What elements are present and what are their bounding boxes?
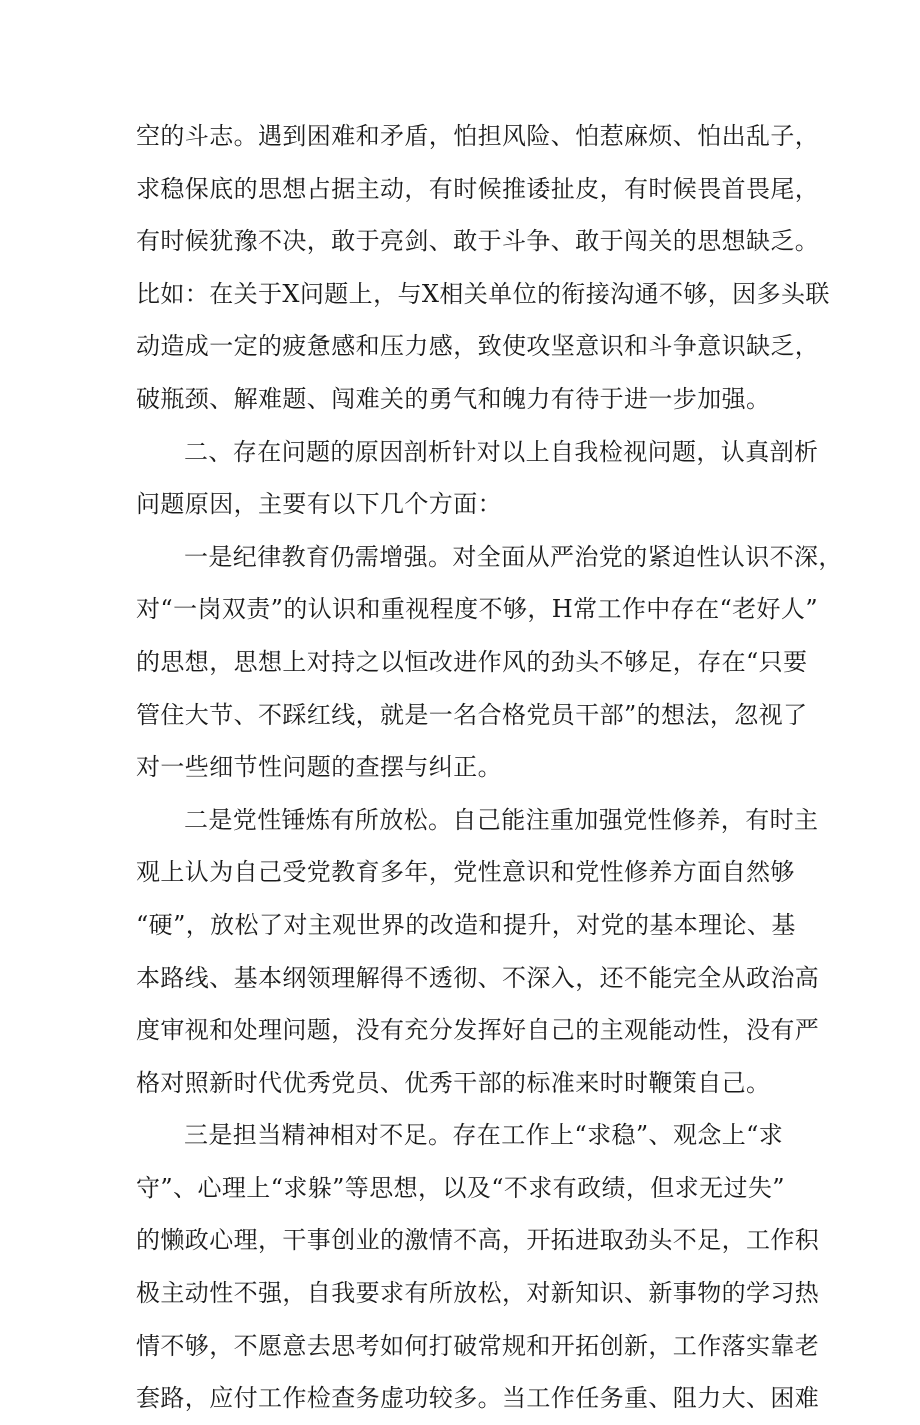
text-line: 求稳保底的思想占据主动，有时候推诿扯皮，有时候畏首畏尾， [136,174,820,203]
text-line: 极主动性不强，自我要求有所放松，对新知识、新事物的学习热 [136,1279,820,1308]
text-line: 比如：在关于X问题上，与X相关单位的衔接沟通不够，因多头联 [136,279,830,308]
text-line: “硬”，放松了对主观世界的改造和提升，对党的基本理论、基 [136,910,796,939]
text-line: 对“一岗双责”的认识和重视程度不够，H常工作中存在“老好人” [136,595,819,624]
text-line: 二是党性锤炼有所放松。自己能注重加强党性修养，有时主 [184,805,819,834]
text-line: 有时候犹豫不决，敢于亮剑、敢于斗争、敢于闯关的思想缺乏。 [136,227,820,256]
text-line: 情不够，不愿意去思考如何打破常规和开拓创新，工作落实靠老 [136,1331,820,1360]
text-line: 的懒政心理，干事创业的激情不高，开拓进取劲头不足，工作积 [136,1226,820,1255]
text-line: 对一些细节性问题的查摆与纠正。 [136,753,502,782]
text-line: 观上认为自己受党教育多年，党性意识和党性修养方面自然够 [136,858,795,887]
text-line: 动造成一定的疲惫感和压力感，致使攻坚意识和斗争意识缺乏， [136,332,820,361]
text-line: 度审视和处理问题，没有充分发挥好自己的主观能动性，没有严 [136,1016,820,1045]
text-line: 一是纪律教育仍需增强。对全面从严治党的紧迫性认识不深， [184,542,843,571]
text-line: 的思想，思想上对持之以恒改进作风的劲头不够足，存在“只要 [136,647,808,676]
text-line: 二、存在问题的原因剖析针对以上自我检视问题，认真剖析 [184,437,819,466]
text-line: 守”、心理上“求躲”等思想，以及“不求有政绩，但求无过失” [136,1173,785,1202]
text-line: 套路，应付工作检查务虚功较多。当工作任务重、阻力大、困难 [136,1384,820,1413]
text-line: 问题原因，主要有以下几个方面： [136,490,502,519]
text-line: 管住大节、不踩红线，就是一名合格党员干部”的想法，忽视了 [136,700,808,729]
document-body [136,110,843,1425]
text-line: 格对照新时代优秀党员、优秀干部的标准来时时鞭策自己。 [136,1068,771,1097]
text-line: 本路线、基本纲领理解得不透彻、不深入，还不能完全从政治高 [136,963,820,992]
text-line: 破瓶颈、解难题、闯难关的勇气和魄力有待于进一步加强。 [136,384,771,413]
text-line: 三是担当精神相对不足。存在工作上“求稳”、观念上“求 [184,1121,784,1150]
text-line: 空的斗志。遇到困难和矛盾，怕担风险、怕惹麻烦、怕出乱子， [136,122,820,150]
